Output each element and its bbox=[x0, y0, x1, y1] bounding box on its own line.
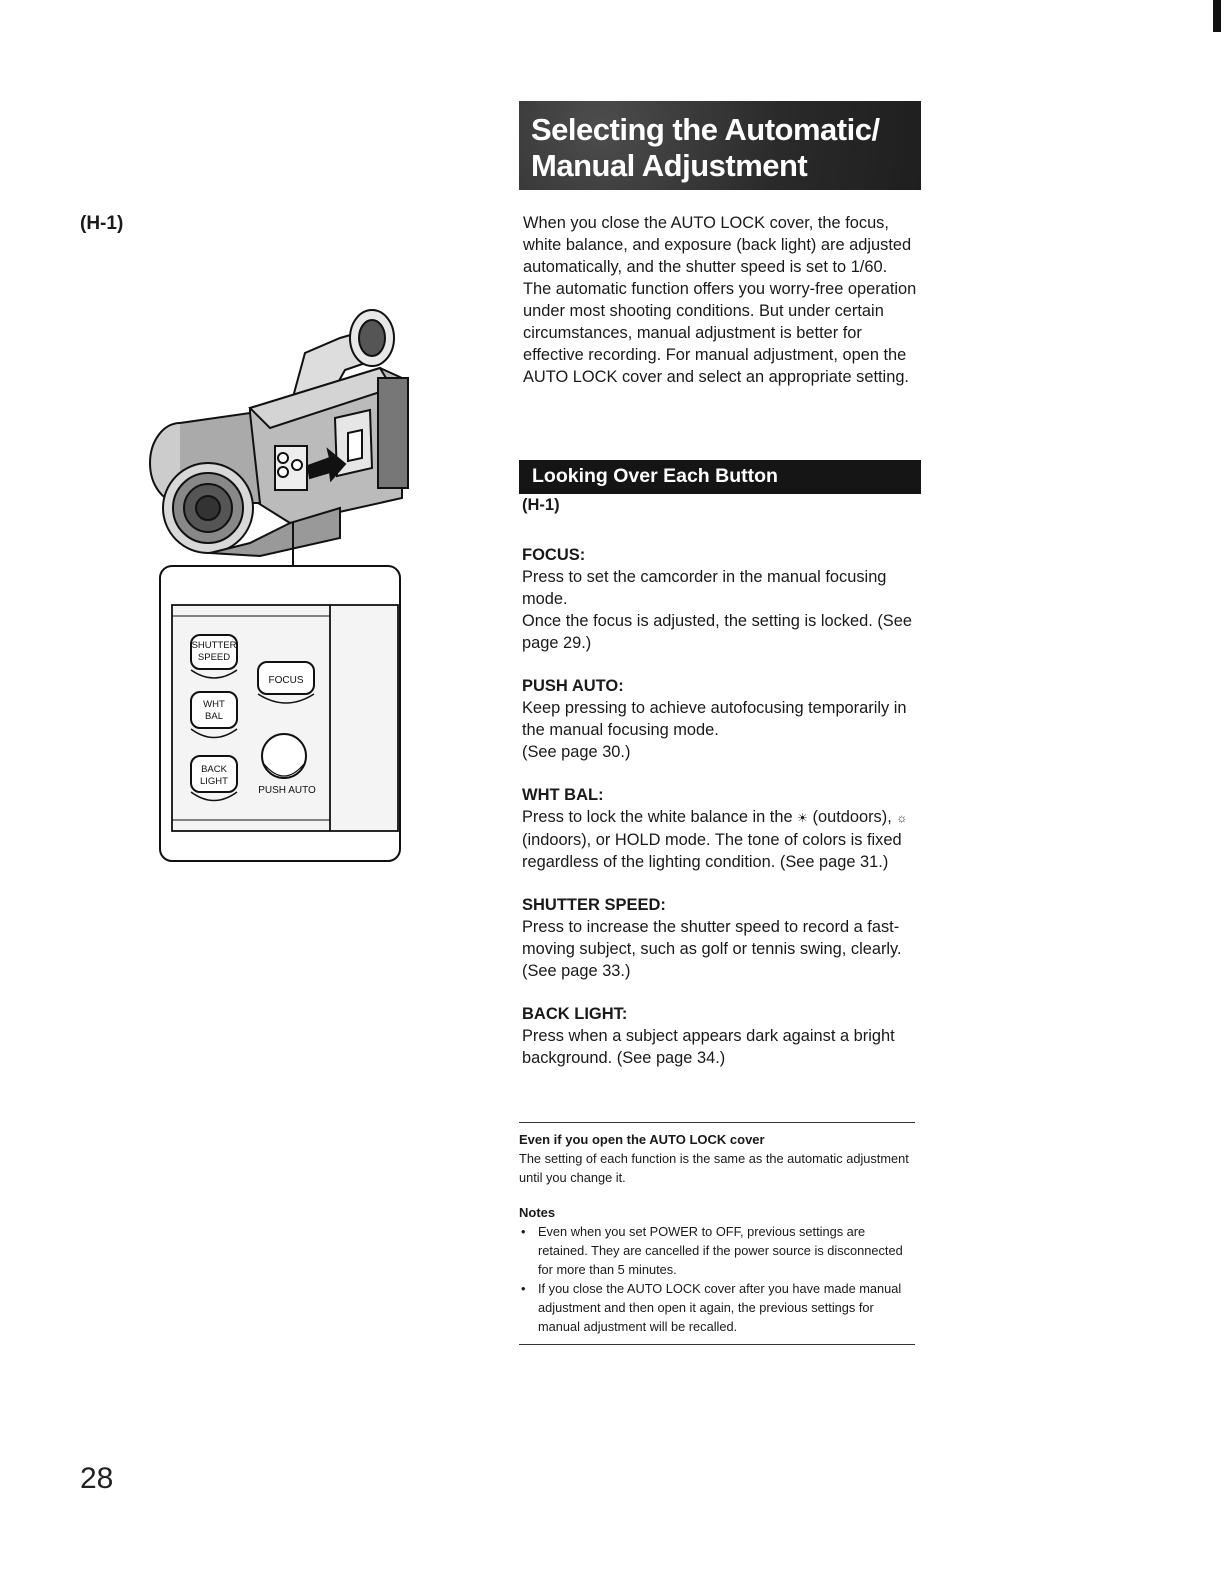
button-text-line: Once the focus is adjusted, the setting is locked. (See page 29.) bbox=[522, 612, 912, 652]
shutter-label-line2: SPEED bbox=[197, 652, 231, 663]
back-light-description bbox=[522, 1003, 922, 1069]
button-text bbox=[522, 697, 922, 763]
page-number: 28 bbox=[80, 1462, 114, 1495]
button-name: FOCUS: bbox=[522, 546, 586, 564]
indoor-lamp-icon: ☼ bbox=[896, 811, 908, 825]
button-text-line: Press to increase the shutter speed to record a fast-moving subject, such as golf or tennis swing, clearly. (See page 33.) bbox=[522, 918, 902, 980]
notes-heading: Notes bbox=[519, 1205, 556, 1220]
section-heading: Looking Over Each Button bbox=[519, 460, 921, 494]
button-text bbox=[522, 566, 922, 654]
button-name: WHT BAL: bbox=[522, 786, 604, 804]
page-title-line1: Selecting the Automatic/ bbox=[531, 112, 880, 147]
wht-bal-description bbox=[522, 784, 922, 873]
notes-list bbox=[519, 1222, 915, 1336]
page-title-banner bbox=[519, 101, 921, 190]
button-name: SHUTTER SPEED: bbox=[522, 896, 666, 914]
button-text-part: (indoors), or HOLD mode. The tone of colors is fixed regardless of the lighting condition. (See page 31.) bbox=[522, 831, 902, 871]
intro-text bbox=[523, 212, 923, 388]
back-label-line1: BACK bbox=[201, 764, 227, 775]
note-item: • If you close the AUTO LOCK cover after you have made manual adjustment and then open it again, the previous settings for manual adjustment will be recalled. bbox=[519, 1279, 915, 1336]
button-text bbox=[522, 1025, 922, 1069]
note-box bbox=[519, 1122, 915, 1345]
page-edge-mark bbox=[1213, 0, 1221, 32]
shutter-speed-description bbox=[522, 894, 922, 982]
button-text-part: Press to lock the white balance in the bbox=[522, 808, 793, 826]
camcorder-drawing bbox=[150, 310, 408, 566]
button-text-line: (See page 30.) bbox=[522, 743, 631, 761]
push-auto-description bbox=[522, 675, 922, 763]
wht-label-line2: BAL bbox=[205, 711, 223, 722]
section-figure-ref: (H-1) bbox=[522, 496, 560, 514]
button-text-line: Press to set the camcorder in the manual focusing mode. bbox=[522, 568, 887, 608]
page-title-line2: Manual Adjustment bbox=[531, 148, 808, 183]
button-text bbox=[522, 806, 922, 873]
intro-paragraph: When you close the AUTO LOCK cover, the focus, white balance, and exposure (back light) are adjusted automatically, and the shutter speed is set to 1/60. bbox=[523, 214, 912, 276]
outdoor-sun-icon: ☀ bbox=[797, 811, 808, 825]
button-descriptions bbox=[522, 544, 922, 1090]
wht-label-line1: WHT bbox=[203, 699, 225, 710]
button-text-line: Press when a subject appears dark against a bright background. (See page 34.) bbox=[522, 1027, 895, 1067]
figure-label: (H-1) bbox=[80, 213, 124, 234]
note-text: The setting of each function is the same as the automatic adjustment until you change it. bbox=[519, 1151, 909, 1185]
button-text-line: Keep pressing to achieve autofocusing temporarily in the manual focusing mode. bbox=[522, 699, 907, 739]
button-name: BACK LIGHT: bbox=[522, 1005, 628, 1023]
back-label-line2: LIGHT bbox=[200, 776, 228, 787]
note-heading: Even if you open the AUTO LOCK cover bbox=[519, 1132, 765, 1147]
focus-label: FOCUS bbox=[268, 675, 304, 686]
note-item: • Even when you set POWER to OFF, previous settings are retained. They are cancelled if the power source is disconnected for more than 5 minutes. bbox=[519, 1222, 915, 1279]
button-text-part: (outdoors), bbox=[812, 808, 892, 826]
push-auto-label: PUSH AUTO bbox=[258, 785, 316, 796]
shutter-label-line1: SHUTTER bbox=[191, 640, 237, 651]
intro-paragraph: The automatic function offers you worry-free operation under most shooting conditions. But under certain circumstances, manual adjustment is better for effective recording. For manual adjustment, open the AUTO LOCK cover and select an appropriate setting. bbox=[523, 280, 917, 386]
button-name: PUSH AUTO: bbox=[522, 677, 624, 695]
button-text bbox=[522, 916, 922, 982]
focus-description bbox=[522, 544, 922, 654]
camcorder-illustration bbox=[140, 298, 430, 898]
